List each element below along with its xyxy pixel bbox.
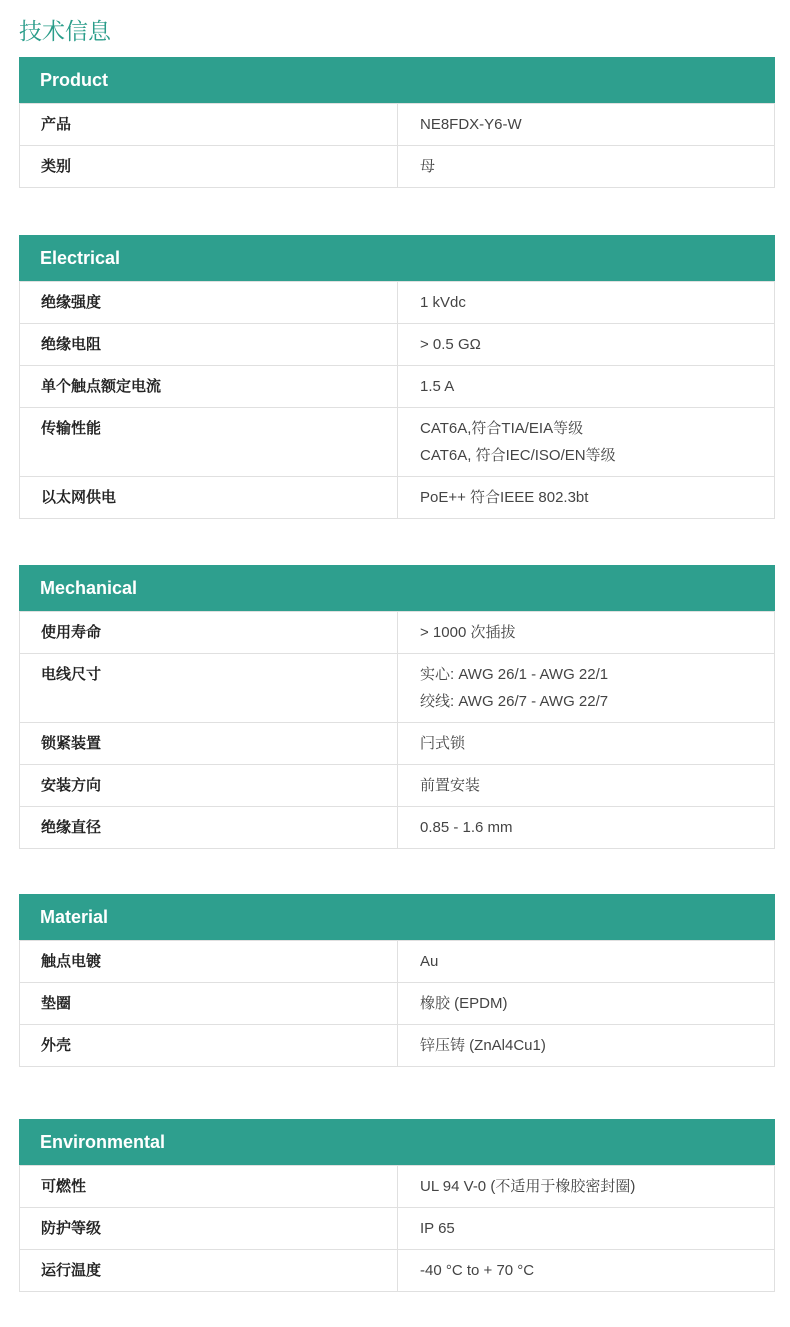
spec-value-line: 橡胶 (EPDM) — [420, 995, 508, 1012]
spec-value — [398, 1250, 774, 1291]
spec-value — [398, 477, 774, 518]
spec-section-product — [19, 57, 775, 188]
spec-value — [398, 366, 774, 407]
spec-label: 可燃性 — [20, 1166, 398, 1207]
spec-value-line: 绞线: AWG 26/7 - AWG 22/7 — [420, 693, 609, 710]
spec-label: 单个触点额定电流 — [20, 366, 398, 407]
spec-value — [398, 146, 774, 187]
table-row — [20, 1249, 774, 1291]
spec-value — [398, 983, 774, 1024]
section-header: Environmental — [19, 1119, 775, 1165]
spec-label: 运行温度 — [20, 1250, 398, 1291]
spec-value-line: Au — [420, 953, 439, 970]
spec-value-line: 前置安装 — [420, 777, 481, 794]
table-row — [20, 1207, 774, 1249]
table-row — [20, 982, 774, 1024]
spec-label: 绝缘电阻 — [20, 324, 398, 365]
spec-label: 绝缘强度 — [20, 282, 398, 323]
table-row — [20, 365, 774, 407]
spec-label: 安装方向 — [20, 765, 398, 806]
spec-value — [398, 807, 774, 848]
spec-label: 绝缘直径 — [20, 807, 398, 848]
spec-value-line: UL 94 V-0 (不适用于橡胶密封圈) — [420, 1178, 636, 1195]
spec-value — [398, 654, 774, 722]
spec-section-material — [19, 894, 775, 1067]
spec-label: 防护等级 — [20, 1208, 398, 1249]
table-row — [20, 940, 774, 982]
table-row — [20, 476, 774, 518]
table-row — [20, 281, 774, 323]
spec-value-line: > 0.5 GΩ — [420, 336, 481, 353]
spec-value-line: 闩式锁 — [420, 735, 466, 752]
spec-value-line: 1 kVdc — [420, 294, 466, 311]
table-row — [20, 1024, 774, 1066]
table-row — [20, 722, 774, 764]
spec-value — [398, 282, 774, 323]
table-row — [20, 653, 774, 722]
spec-label: 电线尺寸 — [20, 654, 398, 722]
spec-section-environmental — [19, 1119, 775, 1292]
spec-value-line: NE8FDX-Y6-W — [420, 116, 522, 133]
spec-value — [398, 723, 774, 764]
spec-section-mechanical — [19, 565, 775, 849]
spec-label: 触点电镀 — [20, 941, 398, 982]
spec-value — [398, 408, 774, 476]
spec-value — [398, 1208, 774, 1249]
spec-label: 锁紧装置 — [20, 723, 398, 764]
spec-value-line: CAT6A,符合TIA/EIA等级 — [420, 420, 584, 437]
spec-label: 以太网供电 — [20, 477, 398, 518]
section-header: Electrical — [19, 235, 775, 281]
section-header: Product — [19, 57, 775, 103]
spec-value-line: 0.85 - 1.6 mm — [420, 819, 513, 836]
spec-section-electrical — [19, 235, 775, 519]
spec-label: 产品 — [20, 104, 398, 145]
spec-label: 外壳 — [20, 1025, 398, 1066]
spec-value-line: 锌压铸 (ZnAl4Cu1) — [420, 1037, 546, 1054]
table-row — [20, 764, 774, 806]
spec-value-line: IP 65 — [420, 1220, 455, 1237]
spec-label: 传输性能 — [20, 408, 398, 476]
table-row — [20, 407, 774, 476]
table-row — [20, 611, 774, 653]
table-row — [20, 806, 774, 848]
section-header: Material — [19, 894, 775, 940]
spec-value — [398, 1166, 774, 1207]
spec-value — [398, 765, 774, 806]
spec-value-line: -40 °C to + 70 °C — [420, 1262, 535, 1279]
spec-value-line: CAT6A, 符合IEC/ISO/EN等级 — [420, 447, 616, 464]
spec-value-line: 1.5 A — [420, 378, 455, 395]
spec-value — [398, 941, 774, 982]
spec-label: 类别 — [20, 146, 398, 187]
spec-value — [398, 104, 774, 145]
spec-value — [398, 324, 774, 365]
spec-value-line: PoE++ 符合IEEE 802.3bt — [420, 489, 589, 506]
page-title: 技术信息 — [19, 18, 111, 44]
table-row — [20, 103, 774, 145]
spec-label: 垫圈 — [20, 983, 398, 1024]
table-row — [20, 145, 774, 187]
section-header: Mechanical — [19, 565, 775, 611]
spec-label: 使用寿命 — [20, 612, 398, 653]
spec-value — [398, 612, 774, 653]
table-row — [20, 323, 774, 365]
spec-value-line: 实心: AWG 26/1 - AWG 22/1 — [420, 666, 609, 683]
spec-value-line: > 1000 次插拔 — [420, 624, 516, 641]
table-row — [20, 1165, 774, 1207]
spec-value — [398, 1025, 774, 1066]
spec-value-line: 母 — [420, 158, 436, 175]
